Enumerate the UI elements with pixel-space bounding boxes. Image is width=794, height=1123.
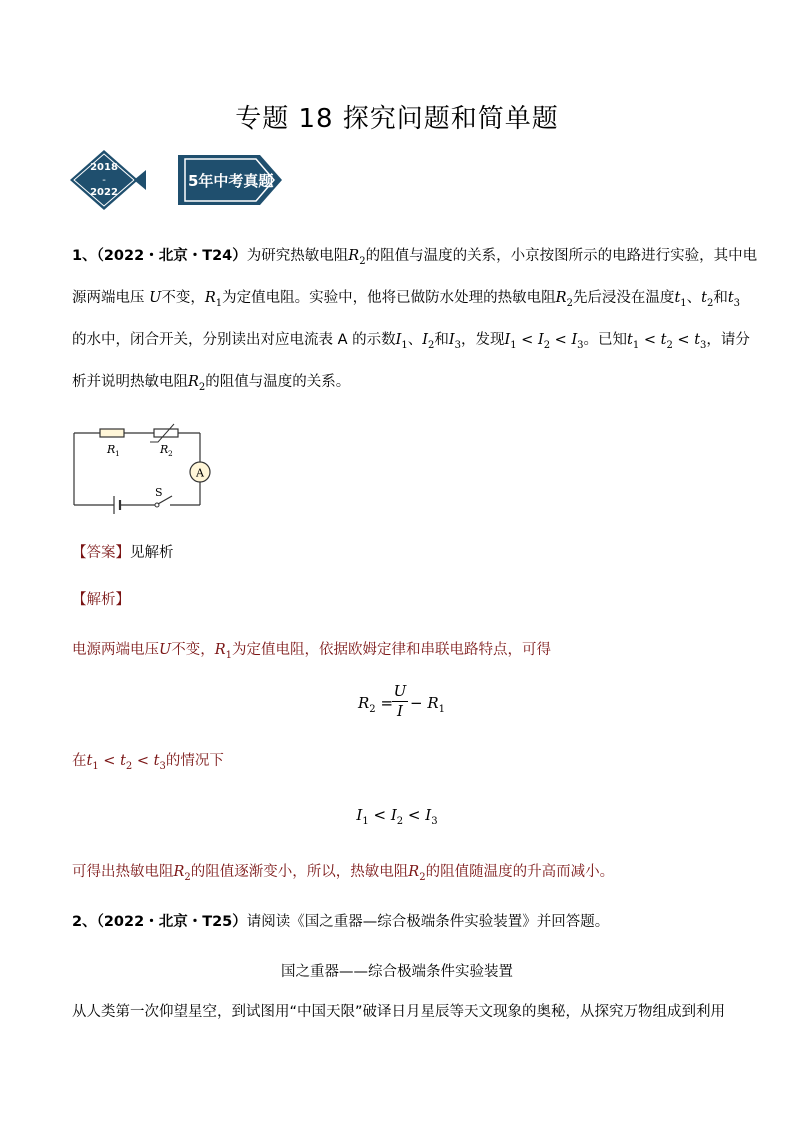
answer-line bbox=[72, 543, 722, 563]
circuit-diagram bbox=[70, 422, 215, 522]
analysis-label: 【解析】 bbox=[72, 592, 130, 608]
page-title: 专题 18 探究问题和简单题 bbox=[235, 104, 559, 134]
q1-line-1: 1、（2022・北京・T24）为研究热敏电阻$R_2$的阻值与温度的关系，小京按图所示的电路进行实验，其中电 bbox=[72, 248, 758, 267]
r1-label-sub: 1 bbox=[115, 449, 120, 458]
r2-label-sub: 2 bbox=[168, 449, 173, 458]
q1-line-2: 源两端电压 U不变，$R_1$为定值电阻。实验中，他将已做防水处理的热敏电阻$R_2$先后浸没在温度$t_1$、$t_2$和$t_3$ bbox=[72, 290, 741, 309]
formula-currents: $I_1 < I_2 < I_3$ bbox=[356, 806, 438, 827]
resistor-r1 bbox=[100, 429, 124, 437]
q1-line-4: 析并说明热敏电阻$R_2$的阻值与温度的关系。 bbox=[72, 374, 351, 393]
banner-label: 5年中考真题 bbox=[188, 172, 274, 190]
r2-label: R bbox=[160, 443, 169, 456]
fraction: U I bbox=[393, 682, 407, 720]
analysis-line-1: 电源两端电压U不变，$R_1$为定值电阻，依据欧姆定律和串联电路特点，可得 bbox=[72, 642, 552, 661]
banner-year-bottom: 2022 bbox=[90, 187, 118, 198]
switch-label: S bbox=[155, 486, 163, 499]
q2-number: 2、 bbox=[72, 914, 97, 930]
banner-year-sep: - bbox=[102, 175, 106, 186]
article-line-1: 从人类第一次仰望星空，到试图用“中国天限”破译日月星辰等天文现象的奥秘，从探究万物组成到利用 bbox=[72, 1004, 726, 1020]
article-title: 国之重器——综合极端条件实验装置 bbox=[281, 964, 513, 980]
q1-line-3: 的水中，闭合开关，分别读出对应电流表 A 的示数$I_1$、$I_2$和$I_3$，发现$I_1 < I_2 < I_3$。已知$t_1 < t_2 < t_3$，请分 bbox=[72, 332, 750, 351]
q2-line-1: 2、（2022・北京・T25）请阅读《国之重器—综合极端条件实验装置》并回答题。 bbox=[72, 914, 610, 930]
answer-label: 【答案】 bbox=[72, 545, 130, 561]
r1-label: R bbox=[107, 443, 116, 456]
banner-connector bbox=[134, 170, 146, 190]
section-banner bbox=[70, 150, 285, 210]
answer-text: 见解析 bbox=[130, 545, 174, 561]
banner-year-top: 2018 bbox=[90, 162, 118, 173]
q2-source: （2022・北京・T25） bbox=[96, 914, 247, 930]
ammeter-label: A bbox=[196, 466, 204, 480]
q1-source: （2022・北京・T24） bbox=[96, 248, 247, 264]
analysis-line-2: 在$t_1 < t_2 < t_3$的情况下 bbox=[72, 753, 224, 772]
analysis-conclusion: 可得出热敏电阻$R_2$的阻值逐渐变小，所以，热敏电阻$R_2$的阻值随温度的升高而减小。 bbox=[72, 864, 615, 883]
q1-number: 1、 bbox=[72, 248, 97, 264]
